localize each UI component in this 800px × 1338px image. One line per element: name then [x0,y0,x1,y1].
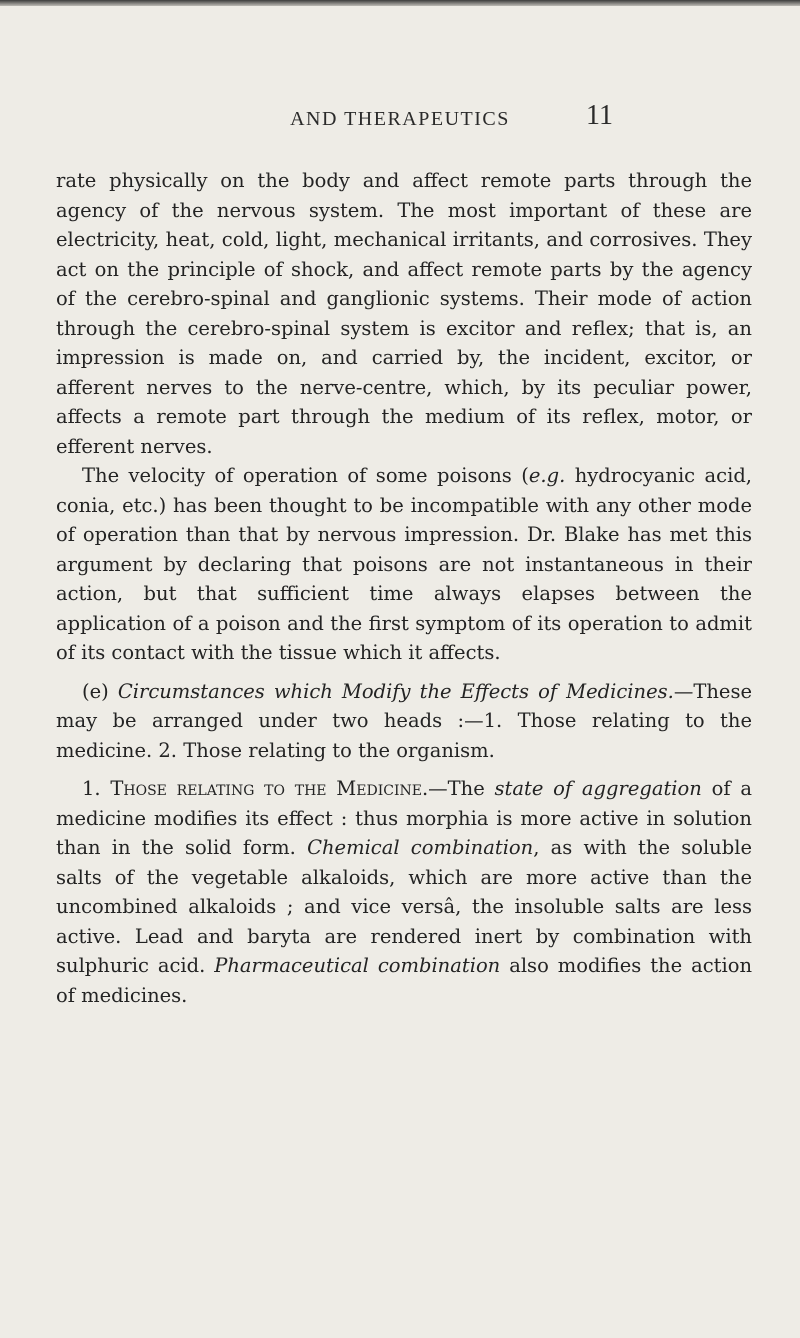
subsection-number: 1. [82,777,111,800]
paragraph-velocity [56,461,752,668]
paragraph-continuation: rate physically on the body and affect remote parts through the agency of the nervous system. The most important of these are electricity, heat, cold, light, mechanical irritants, and corrosives. They act on the principle of shock, and affect remote parts by the agency of the cerebro-spinal and ganglionic systems. Their mode of action through the cerebro-spinal system is excitor and reflex; that is, an impression is made on, and carried by, the incident, excitor, or afferent nerves to the nerve-centre, which, by its peculiar power, affects a remote part through the medium of its reflex, motor, or efferent nerves. [56,169,752,458]
paragraph-text: The velocity of operation of some poisons ( [82,464,529,487]
page-top-edge [0,0,800,6]
body-text [56,166,752,1010]
paragraph-text: also modifies the action of medicines. [56,954,753,1007]
paragraph-medicine [56,774,752,1010]
italic-eg: e.g. [528,464,566,487]
running-title: AND THERAPEUTICS [290,108,510,130]
italic-term: Pharmaceutical combination [214,954,501,977]
italic-term: state of aggregation [494,777,702,800]
section-title: Circumstances which Modify the Effects of Medicines. [117,679,674,703]
page-number: 11 [586,100,613,131]
paragraph-text: hydrocyanic acid, conia, etc.) has been thought to be incompatible with any other mode of operation than that by nervous impression. Dr. Blake has met this argument by declaring that poisons are not instantaneous in their action, but that sufficient time always elapses between the application of a poison and the first symptom of its operation to admit of its contact with the tissue which it affects. [56,464,752,664]
italic-term: Chemical combination [307,836,534,859]
paragraph-text: —These may be arranged under two heads :—1. Those relating to the medicine. 2. Those relating to the organism. [56,679,752,762]
paragraph-circumstances [56,677,752,766]
paragraph-text: of a medicine modifies its effect : thus morphia is more active in solution than in the solid form. [56,777,752,859]
subsection-heading: Those relating to the Medicine. [110,777,429,800]
section-label: (e) [82,679,118,703]
paragraph-text: , as with the soluble salts of the vegetable alkaloids, which are more active than the uncombined alkaloids ; and vice versâ, the insoluble salts are less active. Lead and baryta are rendered inert by combination with sulphuric acid. [56,836,753,977]
paragraph-text: —The [428,777,495,800]
